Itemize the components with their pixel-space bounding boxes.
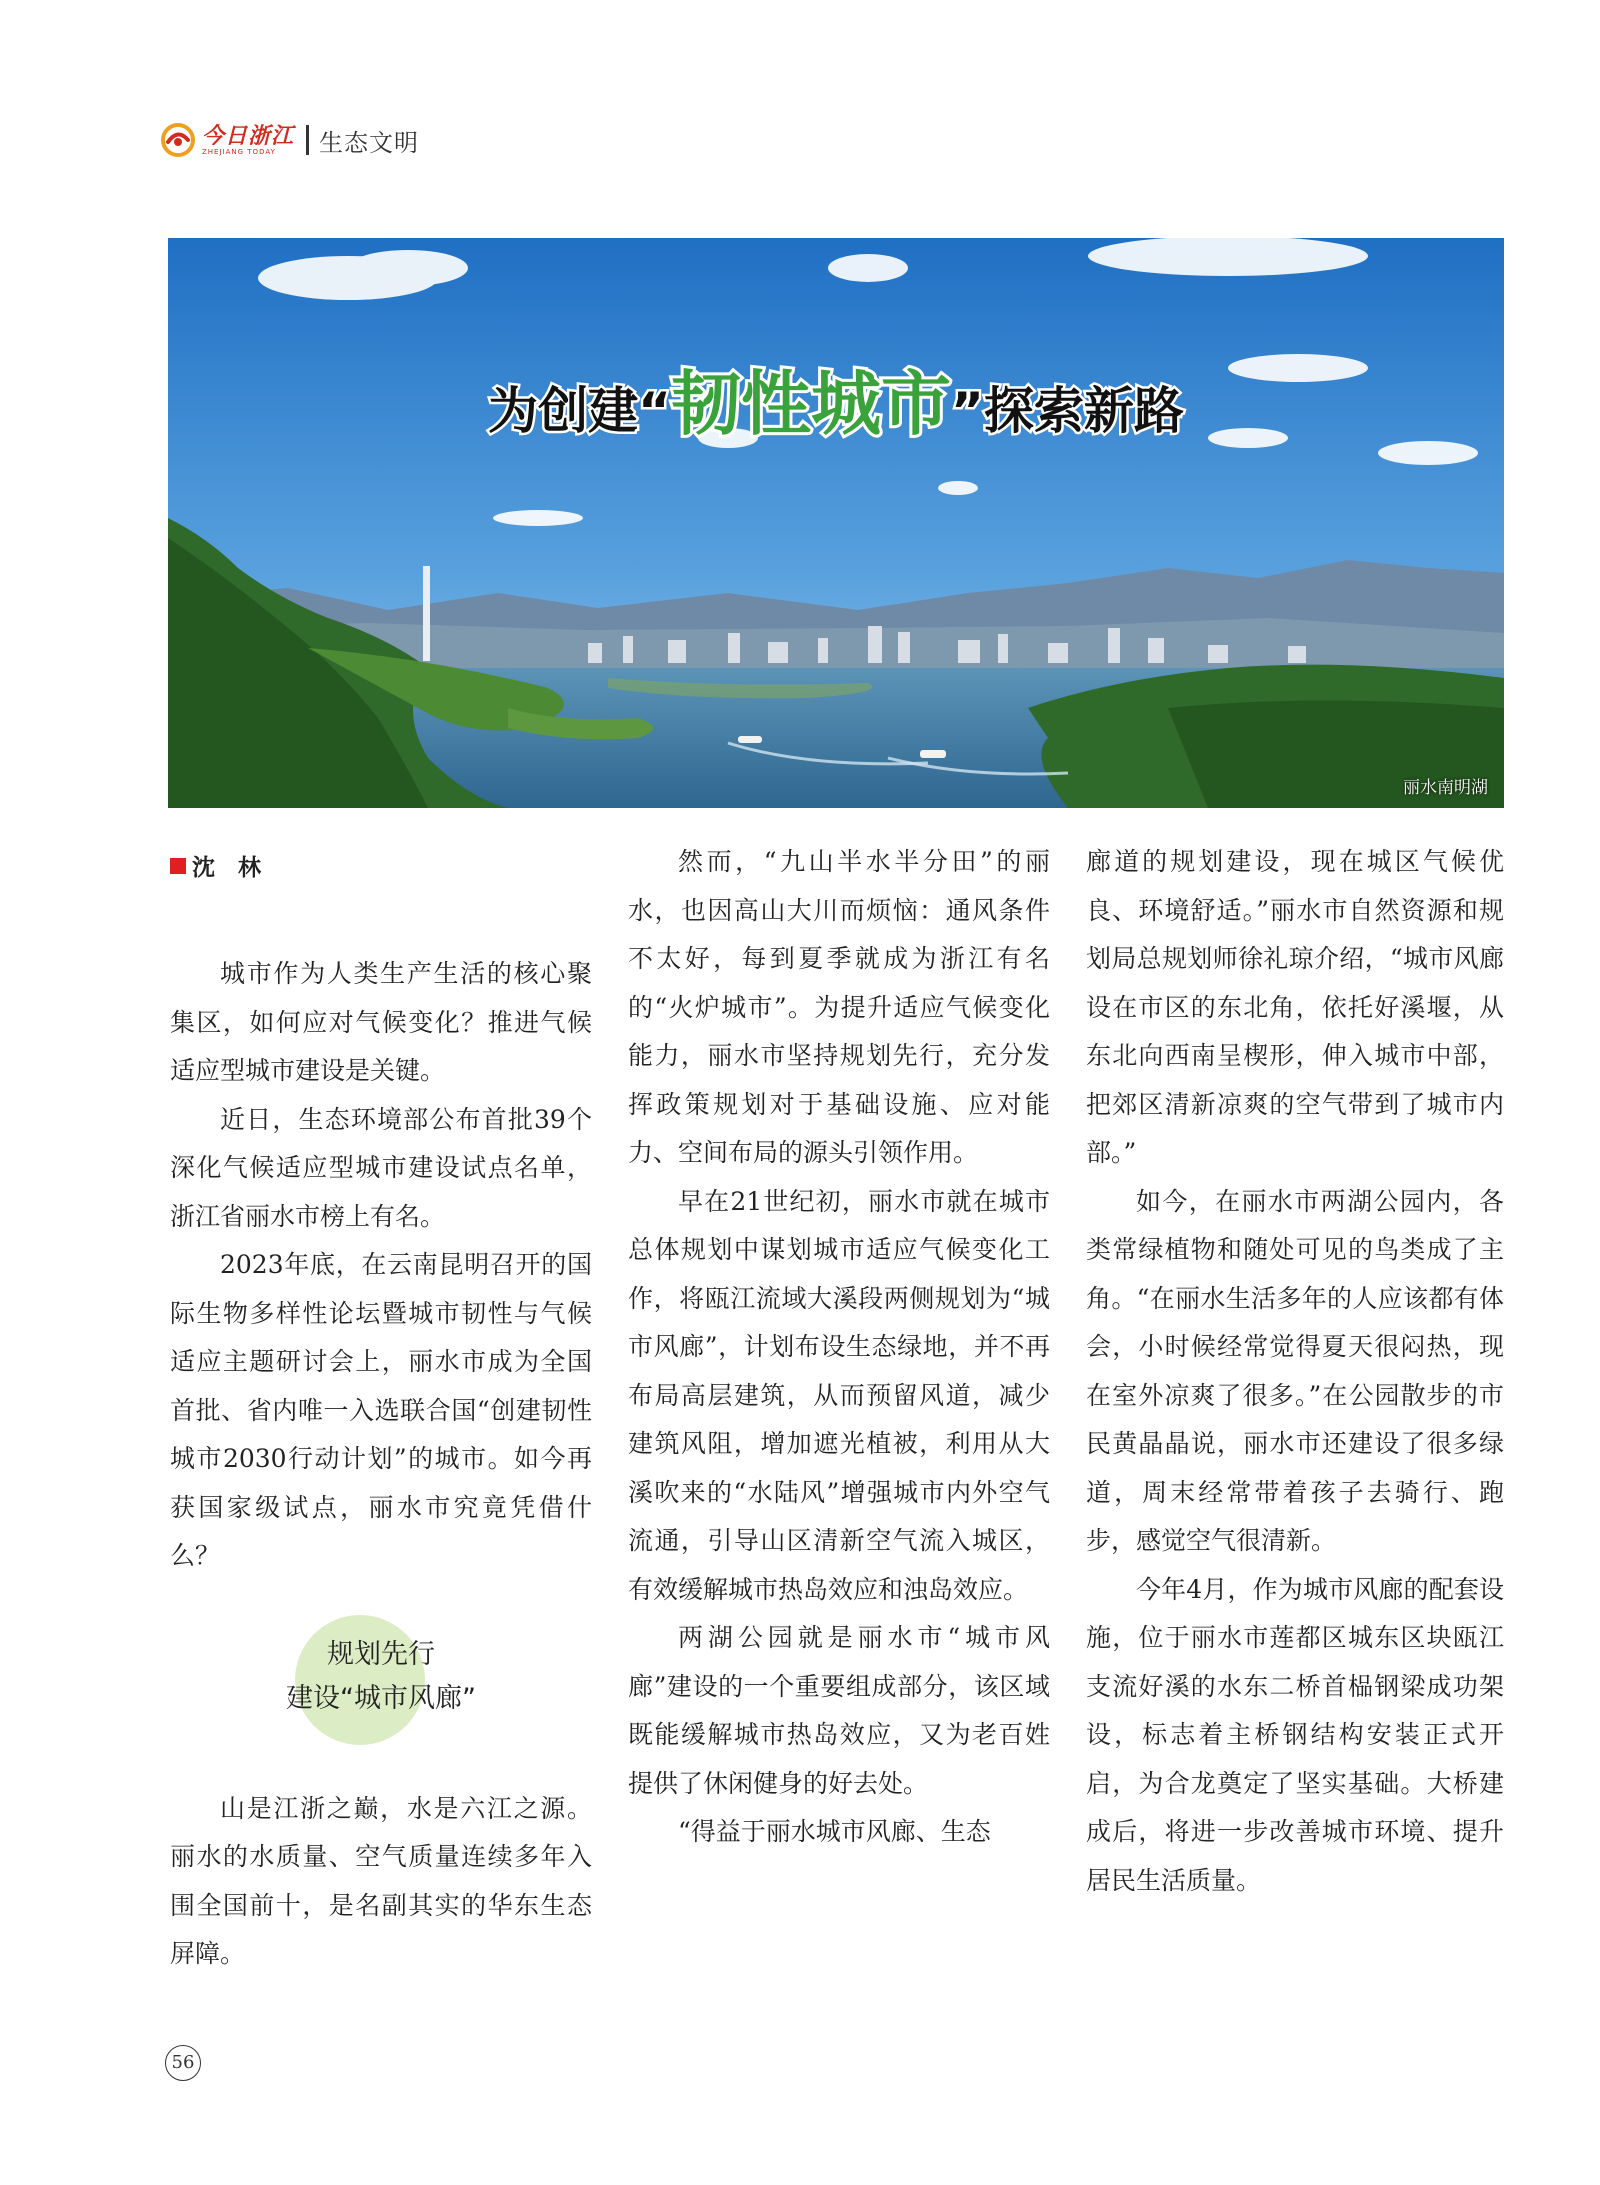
subheading-line-2: 建设“城市风廊” bbox=[286, 1682, 476, 1714]
hero-image bbox=[168, 238, 1504, 808]
page-number: 56 bbox=[165, 2045, 201, 2081]
headline-suffix: ”探索新路 bbox=[951, 382, 1184, 440]
headline-emphasis: 韧性城市 bbox=[671, 363, 951, 445]
header-divider bbox=[306, 125, 309, 155]
logo-text bbox=[202, 122, 295, 156]
subheading bbox=[170, 1615, 592, 1755]
subheading-line-1: 规划先行 bbox=[327, 1638, 435, 1670]
paragraph: 山是江浙之巅，水是六江之源。丽水的水质量、空气质量连续多年入围全国前十，是名副其实的华东生态屏障。 bbox=[170, 1793, 592, 1968]
section-title: 生态文明 bbox=[319, 128, 420, 157]
headline bbox=[168, 348, 1504, 449]
article-column-3 bbox=[1086, 838, 1504, 1905]
paragraph: 2023年底，在云南昆明召开的国际生物多样性论坛暨城市韧性与气候适应主题研讨会上，丽水市成为全国首批、省内唯一入选联合国“创建韧性城市2030行动计划”的城市。如今再获国家级试点，丽水市究竟凭借什么？ bbox=[170, 1250, 592, 1570]
paragraph: 廊道的规划建设，现在城区气候优良、环境舒适。”丽水市自然资源和规划局总规划师徐礼琼介绍，“城市风廊设在市区的东北角，依托好溪堰，从东北向西南呈楔形，伸入城市中部，把郊区清新凉爽的空气带到了城市内部。” bbox=[1086, 847, 1504, 1167]
paragraph: 城市作为人类生产生活的核心聚集区，如何应对气候变化？推进气候适应型城市建设是关键。 bbox=[170, 959, 592, 1085]
logo-cn: 今日浙江 bbox=[202, 122, 295, 149]
paragraph: “得益于丽水城市风廊、生态 bbox=[678, 1817, 991, 1846]
paragraph: 如今，在丽水市两湖公园内，各类常绿植物和随处可见的鸟类成了主角。“在丽水生活多年的人应该都有体会，小时候经常觉得夏天很闷热，现在室外凉爽了很多。”在公园散步的市民黄晶晶说，丽水市还建设了很多绿道，周末经常带着孩子去骑行、跑步，感觉空气很清新。 bbox=[1086, 1186, 1504, 1555]
photo-caption: 丽水南明湖 bbox=[1403, 778, 1488, 798]
paragraph: 两湖公园就是丽水市“城市风廊”建设的一个重要组成部分，该区域既能缓解城市热岛效应，又为老百姓提供了休闲健身的好去处。 bbox=[628, 1623, 1050, 1798]
article-column-1 bbox=[170, 950, 592, 1979]
article-column-2 bbox=[628, 838, 1050, 1857]
author-name: 沈 林 bbox=[192, 855, 261, 881]
author-byline bbox=[170, 849, 261, 882]
headline-prefix: 为创建“ bbox=[488, 382, 671, 440]
page-header bbox=[160, 118, 419, 162]
logo-en: ZHEJIANG TODAY bbox=[202, 147, 276, 156]
paragraph: 今年4月，作为城市风廊的配套设施，位于丽水市莲都区城东区块瓯江支流好溪的水东二桥首榀钢梁成功架设，标志着主桥钢结构安装正式开启，为合龙奠定了坚实基础。大桥建成后，将进一步改善城市环境、提升居民生活质量。 bbox=[1086, 1574, 1504, 1895]
paragraph: 然而，“九山半水半分田”的丽水，也因高山大川而烦恼：通风条件不太好，每到夏季就成为浙江有名的“火炉城市”。为提升适应气候变化能力，丽水市坚持规划先行，充分发挥政策规划对于基础设施、应对能力、空间布局的源头引领作用。 bbox=[628, 847, 1050, 1167]
logo-icon bbox=[160, 122, 196, 158]
paragraph: 早在21世纪初，丽水市就在城市总体规划中谋划城市适应气候变化工作，将瓯江流域大溪段两侧规划为“城市风廊”，计划布设生态绿地，并不再布局高层建筑，从而预留风道，减少建筑风阻，增加遮光植被，利用从大溪吹来的“水陆风”增强城市内外空气流通，引导山区清新空气流入城区，有效缓解城市热岛效应和浊岛效应。 bbox=[628, 1186, 1050, 1604]
paragraph: 近日，生态环境部公布首批39个深化气候适应型城市建设试点名单，浙江省丽水市榜上有名。 bbox=[170, 1104, 592, 1231]
lake-cityscape-photo bbox=[168, 238, 1504, 808]
red-square-icon bbox=[170, 858, 186, 874]
